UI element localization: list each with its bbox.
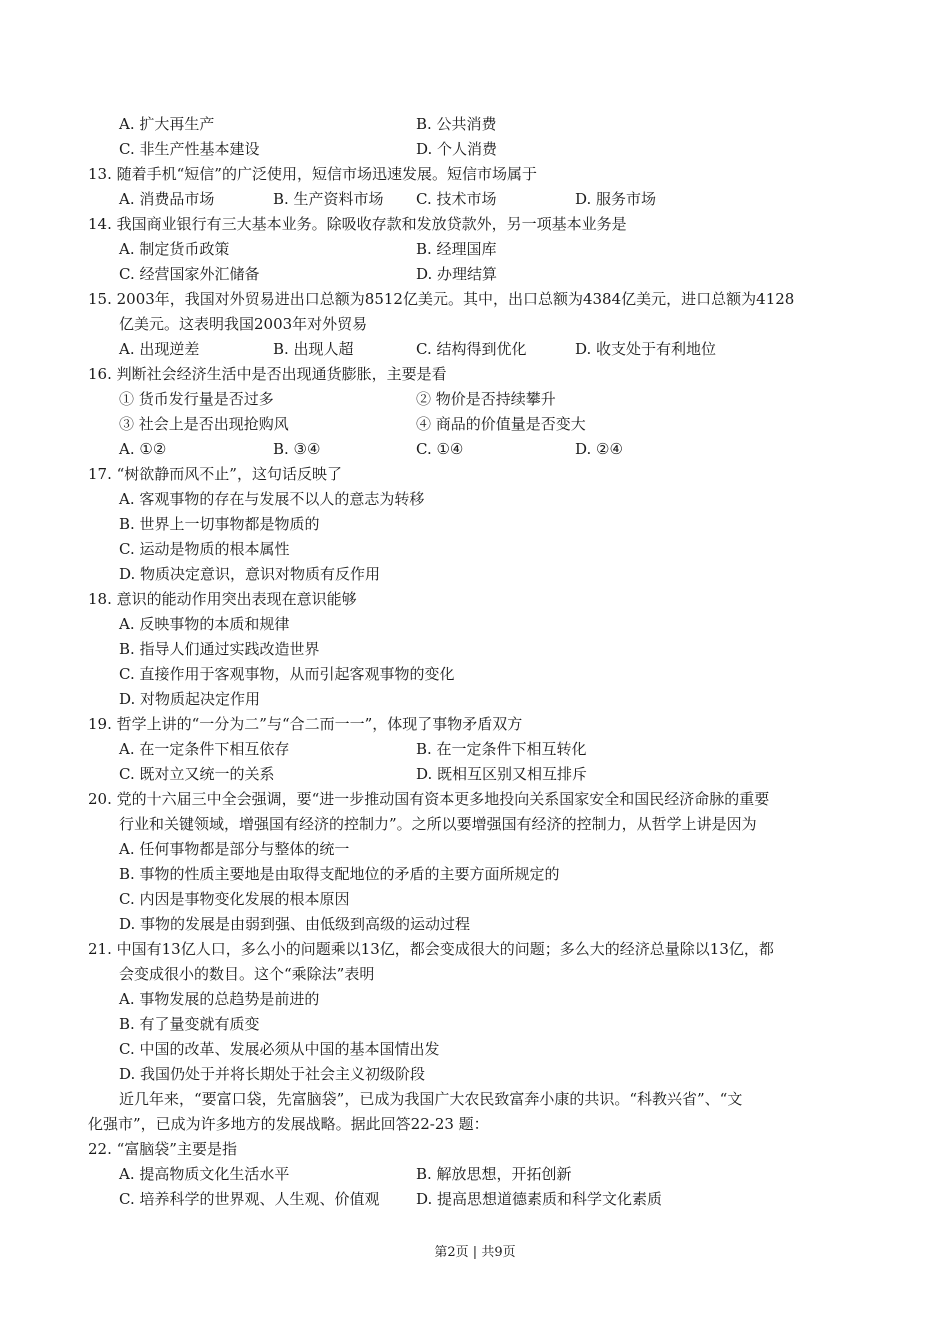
text-line: A. 反映事物的本质和规律 — [119, 615, 290, 633]
text-line: ④ 商品的价值量是否变大 — [416, 415, 586, 433]
text-line: 化强市”，已成为许多地方的发展战略。据此回答22-23 题： — [88, 1115, 489, 1133]
text-line: B. 生产资料市场 — [273, 190, 384, 208]
text-line: 近几年来，“要富口袋，先富脑袋”，已成为我国广大农民致富奔小康的共识。“科教兴省”、“文 — [119, 1090, 743, 1108]
text-line: 16. 判断社会经济生活中是否出现通货膨胀，主要是看 — [88, 365, 447, 383]
page-footer: 第2页 | 共9页 — [434, 1245, 516, 1260]
text-line: D. 我国仍处于并将长期处于社会主义初级阶段 — [119, 1065, 426, 1083]
text-line: B. 世界上一切事物都是物质的 — [119, 515, 320, 533]
text-line: D. 个人消费 — [416, 140, 498, 158]
text-line: 13. 随着手机“短信”的广泛使用，短信市场迅速发展。短信市场属于 — [88, 165, 537, 183]
text-line: C. 培养科学的世界观、人生观、价值观 — [119, 1190, 380, 1208]
text-line: C. 结构得到优化 — [416, 340, 527, 358]
text-line: 18. 意识的能动作用突出表现在意识能够 — [88, 590, 357, 608]
text-line: 15. 2003年，我国对外贸易进出口总额为8512亿美元。其中，出口总额为4384亿美元，进口总额为4128 — [88, 290, 795, 308]
text-line: C. 中国的改革、发展必须从中国的基本国情出发 — [119, 1040, 440, 1058]
text-line: 20. 党的十六届三中全会强调，要“进一步推动国有资本更多地投向关系国家安全和国民经济命脉的重要 — [88, 790, 770, 808]
text-line: B. 在一定条件下相互转化 — [416, 740, 587, 758]
text-line: C. 运动是物质的根本属性 — [119, 540, 290, 558]
text-line: B. 经理国库 — [416, 240, 497, 258]
text-line: 亿美元。这表明我国2003年对外贸易 — [119, 315, 368, 333]
text-line: D. 提高思想道德素质和科学文化素质 — [416, 1190, 663, 1208]
text-line: B. 事物的性质主要地是由取得支配地位的矛盾的主要方面所规定的 — [119, 865, 560, 883]
text-line: A. 提高物质文化生活水平 — [119, 1165, 290, 1183]
text-line: 14. 我国商业银行有三大基本业务。除吸收存款和发放贷款外，另一项基本业务是 — [88, 215, 627, 233]
text-line: ② 物价是否持续攀升 — [416, 390, 556, 408]
text-line: C. 非生产性基本建设 — [119, 140, 260, 158]
text-line: ① 货币发行量是否过多 — [119, 390, 274, 408]
text-line: B. 出现人超 — [273, 340, 354, 358]
text-line: B. 公共消费 — [416, 115, 497, 133]
text-line: 22. “富脑袋”主要是指 — [88, 1140, 237, 1158]
text-line: C. 经营国家外汇储备 — [119, 265, 260, 283]
text-line: D. 收支处于有利地位 — [575, 340, 717, 358]
text-line: B. ③④ — [273, 440, 321, 458]
text-line: A. 客观事物的存在与发展不以人的意志为转移 — [119, 490, 425, 508]
text-line: C. 技术市场 — [416, 190, 497, 208]
text-line: A. 消费品市场 — [119, 190, 215, 208]
text-line: A. 扩大再生产 — [119, 115, 215, 133]
text-line: D. 事物的发展是由弱到强、由低级到高级的运动过程 — [119, 915, 471, 933]
text-line: A. 在一定条件下相互依存 — [119, 740, 290, 758]
text-line: 19. 哲学上讲的“一分为二”与“合二而一一”，体现了事物矛盾双方 — [88, 715, 523, 733]
text-line: D. 服务市场 — [575, 190, 657, 208]
text-line: B. 解放思想，开拓创新 — [416, 1165, 572, 1183]
text-line: A. 出现逆差 — [119, 340, 200, 358]
text-line: 21. 中国有13亿人口，多么小的问题乘以13亿，都会变成很大的问题；多么大的经济总量除以13亿，都 — [88, 940, 774, 958]
text-line: A. 任何事物都是部分与整体的统一 — [119, 840, 350, 858]
text-line: C. 直接作用于客观事物，从而引起客观事物的变化 — [119, 665, 455, 683]
text-line: 会变成很小的数目。这个“乘除法”表明 — [119, 965, 375, 983]
text-line: D. 物质决定意识，意识对物质有反作用 — [119, 565, 381, 583]
text-line: 17. “树欲静而风不止”，这句话反映了 — [88, 465, 342, 483]
text-line: C. 既对立又统一的关系 — [119, 765, 275, 783]
text-line: A. ①② — [119, 440, 167, 458]
text-line: ③ 社会上是否出现抢购风 — [119, 415, 289, 433]
text-line: D. 对物质起决定作用 — [119, 690, 261, 708]
text-line: B. 指导人们通过实践改造世界 — [119, 640, 320, 658]
text-line: D. 既相互区别又相互排斥 — [416, 765, 588, 783]
text-line: B. 有了量变就有质变 — [119, 1015, 260, 1033]
text-line: C. ①④ — [416, 440, 464, 458]
text-line: D. ②④ — [575, 440, 623, 458]
text-line: A. 事物发展的总趋势是前进的 — [119, 990, 320, 1008]
text-line: C. 内因是事物变化发展的根本原因 — [119, 890, 350, 908]
text-line: D. 办理结算 — [416, 265, 498, 283]
text-line: A. 制定货币政策 — [119, 240, 230, 258]
text-line: 行业和关键领域，增强国有经济的控制力”。之所以要增强国有经济的控制力，从哲学上讲是因为 — [119, 815, 757, 833]
